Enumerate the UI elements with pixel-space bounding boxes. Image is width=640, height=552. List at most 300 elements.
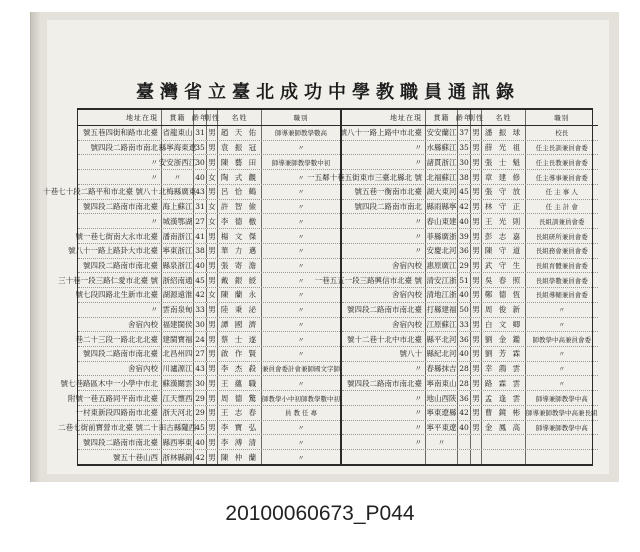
table-row — [342, 214, 598, 229]
cell-address: 舍宿內校 — [342, 318, 426, 332]
cell-age: 27 — [194, 347, 207, 361]
cell-name: 陳 守 道 — [482, 244, 526, 258]
cell-native-place: 田古縣隴西 — [162, 421, 194, 435]
table-row — [342, 318, 598, 333]
cell-address: 附號一巷五路同平南市北臺 — [78, 391, 162, 405]
cell-sex: 男 — [471, 273, 482, 287]
table-row — [78, 200, 340, 215]
cell-position: 師導兼師教學中高 — [535, 394, 588, 403]
cell-address: 一巷五五一段三路興信市北臺 號 — [342, 273, 426, 287]
cell-name: 陸 秉 泌 — [218, 303, 262, 317]
cell-position: 〃 — [297, 232, 305, 241]
cell-sex: 男 — [471, 288, 482, 302]
cell-position: 〃 — [558, 365, 565, 374]
cell-address: 一五鄰十巷五街東市三臺北縣北 號 — [342, 170, 426, 184]
cell-address: 舍宿內校 — [78, 318, 162, 332]
cell-name: 章 建 修 — [482, 170, 526, 184]
cell-age: 29 — [194, 391, 207, 405]
cell-address: 三十巷一段三路仁愛市北臺 號 — [78, 273, 162, 287]
table-row — [78, 170, 340, 185]
cell-address: 〃 — [342, 435, 426, 449]
cell-position: 〃 — [558, 350, 565, 359]
cell-age: 38 — [458, 170, 471, 184]
table-row — [78, 214, 340, 229]
cell-address: 號四段二路南市南北臺 — [342, 303, 426, 317]
cell-name: 譚 國 濟 — [218, 318, 262, 332]
cell-sex: 男 — [207, 126, 218, 140]
cell-address: 〃 — [342, 421, 426, 435]
table-row — [342, 347, 598, 362]
cell-native-place: 地山西陝 — [426, 391, 458, 405]
cell-address: 巷二十三段一路北北北臺 — [78, 332, 162, 346]
cell-sex: 男 — [471, 303, 482, 317]
cell-age: 45 — [458, 185, 471, 199]
cell-address: 舍宿內校 — [342, 288, 426, 302]
table-row — [78, 126, 340, 141]
header-age: 齡年 — [194, 110, 207, 125]
cell-native-place: 縣紀北河 — [426, 347, 458, 361]
cell-native-place: 寧東遼縣 — [426, 406, 458, 420]
directory-left-half — [43, 110, 342, 464]
cell-sex: 男 — [471, 155, 482, 169]
cell-address: 號四段二路南市南北臺 — [78, 347, 162, 361]
cell-age: 40 — [458, 288, 471, 302]
cell-native-place: 惠原廣江 — [426, 259, 458, 273]
directory-right-half — [307, 110, 598, 464]
cell-sex: 男 — [207, 435, 218, 449]
header-name: 名姓 — [218, 110, 262, 125]
cell-age: 33 — [458, 318, 471, 332]
cell-address: 號十二巷十北中市北臺 — [342, 332, 426, 346]
cell-sex: 女 — [207, 170, 218, 184]
table-row — [342, 229, 598, 244]
cell-name: 薛 光 祖 — [482, 141, 526, 155]
cell-name: 劉 芳 霖 — [482, 347, 526, 361]
cell-age: 50 — [458, 303, 471, 317]
cell-native-place: 〃 — [426, 435, 458, 449]
cell-native-place: 海上蘇江 — [162, 200, 194, 214]
cell-sex: 男 — [207, 421, 218, 435]
cell-position: 〃 — [297, 188, 305, 197]
image-caption: 20100060673_P044 — [225, 502, 415, 525]
cell-age: 45 — [194, 421, 207, 435]
cell-position: 〃 — [297, 203, 305, 212]
cell-sex: 男 — [207, 141, 218, 155]
table-row — [342, 450, 598, 464]
cell-age: 40 — [458, 421, 471, 435]
table-row — [342, 332, 598, 347]
cell-name: 王 光 則 — [482, 214, 526, 228]
cell-name: 李 德 檄 — [218, 214, 262, 228]
cell-sex: 男 — [471, 141, 482, 155]
cell-position: 〃 — [297, 379, 305, 388]
cell-name: 張 寄 澹 — [218, 259, 262, 273]
cell-native-place: 湖大東河 — [426, 185, 458, 199]
table-row — [58, 421, 340, 436]
cell-sex: 男 — [207, 347, 218, 361]
cell-sex: 男 — [471, 376, 482, 390]
cell-name: 啟 作 賢 — [218, 347, 262, 361]
table-row — [342, 200, 598, 215]
cell-address: 〃 — [342, 229, 426, 243]
cell-native-place: 〃 — [162, 170, 194, 184]
cell-position: 〃 — [297, 291, 305, 300]
cell-sex: 女 — [207, 200, 218, 214]
cell-name: 白 文 卿 — [482, 318, 526, 332]
cell-address: 舍宿內校 — [342, 259, 426, 273]
cell-name: 張 士 魁 — [482, 155, 526, 169]
cell-age: 35 — [458, 141, 471, 155]
header-sex: 別性 — [471, 110, 482, 125]
cell-position — [526, 435, 598, 449]
cell-age: 28 — [458, 362, 471, 376]
table-row — [78, 362, 340, 377]
table-row — [342, 288, 598, 303]
cell-sex: 男 — [471, 244, 482, 258]
cell-sex: 男 — [207, 303, 218, 317]
cell-age: 24 — [194, 332, 207, 346]
cell-native-place: 湖源遠淮 — [162, 288, 194, 302]
cell-age: 51 — [458, 273, 471, 287]
cell-address: 號四段二路南市南北臺 — [342, 376, 426, 390]
table-row — [78, 347, 340, 362]
cell-position: 〃 — [297, 261, 305, 270]
cell-name: 陳 仲 蘭 — [218, 450, 262, 464]
cell-sex: 男 — [471, 126, 482, 140]
table-row — [342, 185, 598, 200]
cell-name: 潘 振 球 — [482, 126, 526, 140]
cell-native-place: 省龍東山 — [162, 126, 194, 140]
cell-sex: 男 — [207, 185, 218, 199]
cell-age: 40 — [458, 347, 471, 361]
cell-name: 路 霖 雲 — [482, 376, 526, 390]
cell-sex: 男 — [471, 185, 482, 199]
cell-age: 29 — [458, 259, 471, 273]
cell-sex: 男 — [471, 332, 482, 346]
cell-age: 35 — [194, 141, 207, 155]
cell-address: 一村東新段四路南市北臺 — [78, 406, 162, 420]
cell-position: 〃 — [297, 453, 305, 462]
cell-native-place: 江天懷西 — [162, 391, 194, 405]
cell-name: 鄭 德 恆 — [482, 288, 526, 302]
table-row — [78, 318, 340, 333]
cell-address: 〃 — [78, 214, 162, 228]
cell-age: 43 — [194, 362, 207, 376]
header-position: 職別 — [293, 114, 309, 122]
table-row — [342, 406, 598, 421]
cell-name: 周 德 驚 — [218, 391, 262, 405]
cell-age: 42 — [194, 450, 207, 464]
cell-sex: 女 — [207, 288, 218, 302]
cell-age: 31 — [194, 200, 207, 214]
cell-name: 陳 蘭 永 — [218, 288, 262, 302]
cell-age — [458, 450, 471, 464]
cell-native-place: 寧平東遼 — [426, 421, 458, 435]
cell-position: 〃 — [297, 438, 305, 447]
cell-sex: 男 — [207, 406, 218, 420]
cell-name: 彭 志 嘉 — [482, 229, 526, 243]
cell-position: 〃 — [297, 144, 305, 153]
cell-position: 師教學中高兼員會委 — [532, 335, 591, 344]
scanned-page-background — [30, 12, 619, 482]
cell-age: 30 — [194, 376, 207, 390]
cell-position: 校長 — [555, 129, 569, 138]
table-row — [78, 450, 340, 464]
cell-position: 〃 — [558, 320, 565, 329]
cell-address — [342, 450, 426, 464]
cell-position: 〃 — [558, 379, 565, 388]
table-row — [75, 229, 340, 244]
cell-name: 曹 鏡 彬 — [482, 406, 526, 420]
cell-address: 十巷七十段二路平和市北臺 號八十 — [78, 185, 162, 199]
cell-name: 呂 恰 鶴 — [218, 185, 262, 199]
cell-address: 號七巷路區木中一小學中市北 — [78, 376, 162, 390]
cell-address: 〃 — [78, 155, 162, 169]
cell-age: 40 — [194, 435, 207, 449]
cell-position: 師導兼師教學中高 — [535, 424, 588, 433]
cell-name: 林 守 正 — [482, 200, 526, 214]
table-row — [342, 303, 598, 318]
cell-sex: 女 — [207, 214, 218, 228]
cell-position: 兼員會委計會兼師國文字師 — [262, 365, 340, 374]
table-row — [342, 391, 598, 406]
table-row — [78, 303, 340, 318]
cell-position: 長組務會兼員會委 — [535, 247, 588, 256]
cell-native-place: 縣泉浙江 — [162, 259, 194, 273]
cell-address: 號八十一路上路中市北臺 — [342, 126, 426, 140]
cell-position: 〃 — [558, 306, 565, 315]
table-row — [75, 332, 340, 347]
cell-position: 長組學數兼員會委 — [535, 276, 588, 285]
cell-age: 40 — [194, 259, 207, 273]
cell-age: 28 — [458, 376, 471, 390]
header-address: 地址在現 — [342, 110, 426, 125]
cell-native-place: 水縣蘇江 — [426, 141, 458, 155]
cell-native-place: 北梅縣廣東 — [162, 185, 194, 199]
cell-name: 吳 春 照 — [482, 273, 526, 287]
cell-position: 〃 — [297, 173, 305, 182]
cell-name: 劉 金 鑑 — [482, 332, 526, 346]
cell-position: 任 主 計 會 — [545, 203, 578, 212]
table-row — [78, 155, 340, 170]
cell-address: 號五巷一衡南市北臺 — [342, 185, 426, 199]
cell-age: 42 — [458, 200, 471, 214]
table-row — [314, 273, 598, 288]
cell-name: 周 俊 新 — [482, 303, 526, 317]
cell-name: 楊 文 傑 — [218, 229, 262, 243]
cell-age: 30 — [194, 155, 207, 169]
cell-age: 36 — [458, 391, 471, 405]
cell-native-place: 諸貫浙江 — [426, 155, 458, 169]
cell-address: 號四段二路南市南北臺 — [78, 259, 162, 273]
cell-position: 師教學小中初師教學數中初 — [262, 394, 340, 403]
cell-native-place: 福建閩侯 — [162, 318, 194, 332]
cell-sex: 男 — [207, 376, 218, 390]
cell-name: 幸 鴻 雲 — [482, 362, 526, 376]
cell-position: 長組育體兼員會委 — [535, 261, 588, 270]
cell-name: 袁 振 冠 — [218, 141, 262, 155]
cell-age: 30 — [194, 318, 207, 332]
table-row — [339, 126, 598, 141]
table-row — [342, 141, 598, 156]
cell-address: 〃 — [342, 141, 426, 155]
table-row — [58, 273, 340, 288]
cell-sex — [471, 435, 482, 449]
cell-age: 40 — [194, 170, 207, 184]
cell-name — [482, 450, 526, 464]
cell-sex: 男 — [207, 259, 218, 273]
cell-age: 31 — [194, 126, 207, 140]
cell-native-place: 春山東建 — [426, 214, 458, 228]
table-row — [307, 170, 598, 185]
cell-sex: 男 — [471, 421, 482, 435]
cell-position: 〃 — [297, 424, 305, 433]
cell-position: 任主長教兼員會委 — [535, 158, 588, 167]
cell-position: 長組研所兼員會委 — [535, 232, 588, 241]
book-gutter — [31, 12, 41, 482]
cell-position: 任主導事兼員會委 — [535, 173, 588, 182]
cell-age: 29 — [194, 406, 207, 420]
cell-age: 30 — [458, 155, 471, 169]
table-row — [342, 435, 598, 450]
header-position: 職別 — [554, 114, 570, 122]
table-row — [342, 259, 598, 274]
cell-address: 號四段二路南市南北臺 — [78, 435, 162, 449]
cell-sex: 男 — [207, 318, 218, 332]
cell-address: 〃 — [342, 244, 426, 258]
cell-address: 號四段二路南市南北臺 — [78, 200, 162, 214]
cell-native-place: 寧東浙江 — [162, 244, 194, 258]
cell-native-place: 建閩寶福 — [162, 332, 194, 346]
cell-position: 〃 — [297, 217, 305, 226]
table-header — [342, 110, 598, 126]
cell-name: 王 蘊 職 — [218, 376, 262, 390]
cell-age: 36 — [458, 244, 471, 258]
cell-name: 蔡 士 遂 — [218, 332, 262, 346]
cell-name: 許 智 儉 — [218, 200, 262, 214]
cell-sex: 男 — [471, 229, 482, 243]
document-page — [43, 20, 609, 474]
header-sex: 別性 — [207, 110, 218, 125]
table-row — [342, 362, 598, 377]
header-age: 齡年 — [458, 110, 471, 125]
cell-name: 王 志 春 — [218, 406, 262, 420]
cell-age: 40 — [458, 214, 471, 228]
staff-directory-table — [43, 108, 598, 466]
table-row — [75, 406, 340, 421]
cell-position: 長組訓兼員會委 — [539, 217, 585, 226]
cell-native-place: 北福蘇江 — [426, 170, 458, 184]
table-row — [342, 376, 598, 391]
cell-native-place: 浙紹南通 — [162, 273, 194, 287]
cell-address: 號五巷四街和路市北臺 — [78, 126, 162, 140]
cell-sex: 男 — [471, 214, 482, 228]
cell-address: 號七段四路北生新市北臺 — [78, 288, 162, 302]
cell-age: 38 — [194, 244, 207, 258]
cell-sex: 男 — [207, 362, 218, 376]
cell-native-place: 菲縣廣浙 — [426, 229, 458, 243]
cell-native-place: 縣雨縣寧 — [426, 200, 458, 214]
cell-sex: 男 — [471, 170, 482, 184]
cell-name: 李 溥 清 — [218, 435, 262, 449]
cell-position: 師導兼師教學數中初 — [271, 158, 331, 167]
cell-name: 李 杰 殺 — [218, 362, 262, 376]
cell-sex: 男 — [207, 155, 218, 169]
cell-address: 號四段二路南市南北 — [342, 200, 426, 214]
cell-sex: 男 — [471, 347, 482, 361]
header-address: 地址在現 — [78, 110, 162, 125]
cell-address: 舍宿內校 — [78, 362, 162, 376]
cell-address: 〃 — [342, 391, 426, 405]
cell-name: 武 守 生 — [482, 259, 526, 273]
cell-age: 45 — [194, 273, 207, 287]
cell-address: 號八十 — [342, 347, 426, 361]
cell-native-place: 安慶北河 — [426, 244, 458, 258]
cell-sex: 男 — [471, 406, 482, 420]
cell-position: 〃 — [297, 276, 305, 285]
cell-sex: 男 — [207, 450, 218, 464]
table-row — [75, 288, 340, 303]
cell-sex: 男 — [207, 273, 218, 287]
cell-name: 陶 式 觀 — [218, 170, 262, 184]
cell-sex: 男 — [471, 391, 482, 405]
cell-address: 〃 — [78, 303, 162, 317]
cell-native-place: 川瀘源江 — [162, 362, 194, 376]
table-row — [342, 421, 598, 436]
cell-address: 〃 — [342, 214, 426, 228]
header-native-place: 貫籍 — [162, 110, 194, 125]
cell-name: 張 守 放 — [482, 185, 526, 199]
cell-age: 37 — [458, 126, 471, 140]
cell-native-place: 潘南浙江 — [162, 229, 194, 243]
table-row — [342, 244, 598, 259]
cell-native-place: 江原蘇江 — [426, 318, 458, 332]
table-row — [43, 185, 340, 200]
cell-age — [458, 435, 471, 449]
cell-address: 〃 — [342, 362, 426, 376]
cell-native-place: 縣西寧東 — [162, 435, 194, 449]
cell-age: 42 — [194, 288, 207, 302]
table-header — [78, 110, 340, 126]
cell-sex: 男 — [471, 318, 482, 332]
cell-native-place: 城漢鄂湖 — [162, 214, 194, 228]
cell-sex — [471, 450, 482, 464]
cell-native-place: 北昌州四 — [162, 347, 194, 361]
cell-position: 〃 — [297, 306, 305, 315]
cell-address: 〃 — [78, 170, 162, 184]
cell-position: 師導兼師教學數高 — [275, 129, 327, 138]
cell-native-place — [426, 450, 458, 464]
cell-sex: 男 — [471, 200, 482, 214]
table-row — [342, 155, 598, 170]
cell-age: 42 — [458, 406, 471, 420]
page-title: 臺灣省立臺北成功中學教職員通訊錄 — [136, 82, 520, 103]
cell-native-place: 安安蘭江 — [426, 126, 458, 140]
cell-address: 〃 — [342, 155, 426, 169]
cell-age: 27 — [194, 214, 207, 228]
cell-age: 43 — [194, 185, 207, 199]
cell-position: 〃 — [297, 320, 305, 329]
table-row — [78, 141, 340, 156]
cell-name — [482, 435, 526, 449]
cell-position: 員 教 任 專 — [284, 409, 318, 418]
header-name: 名姓 — [482, 110, 526, 125]
cell-native-place: 寧南東山 — [426, 376, 458, 390]
cell-address: 〃 — [342, 406, 426, 420]
cell-position: 〃 — [297, 335, 305, 344]
cell-sex: 男 — [207, 391, 218, 405]
cell-native-place: 春縣抹吉 — [426, 362, 458, 376]
